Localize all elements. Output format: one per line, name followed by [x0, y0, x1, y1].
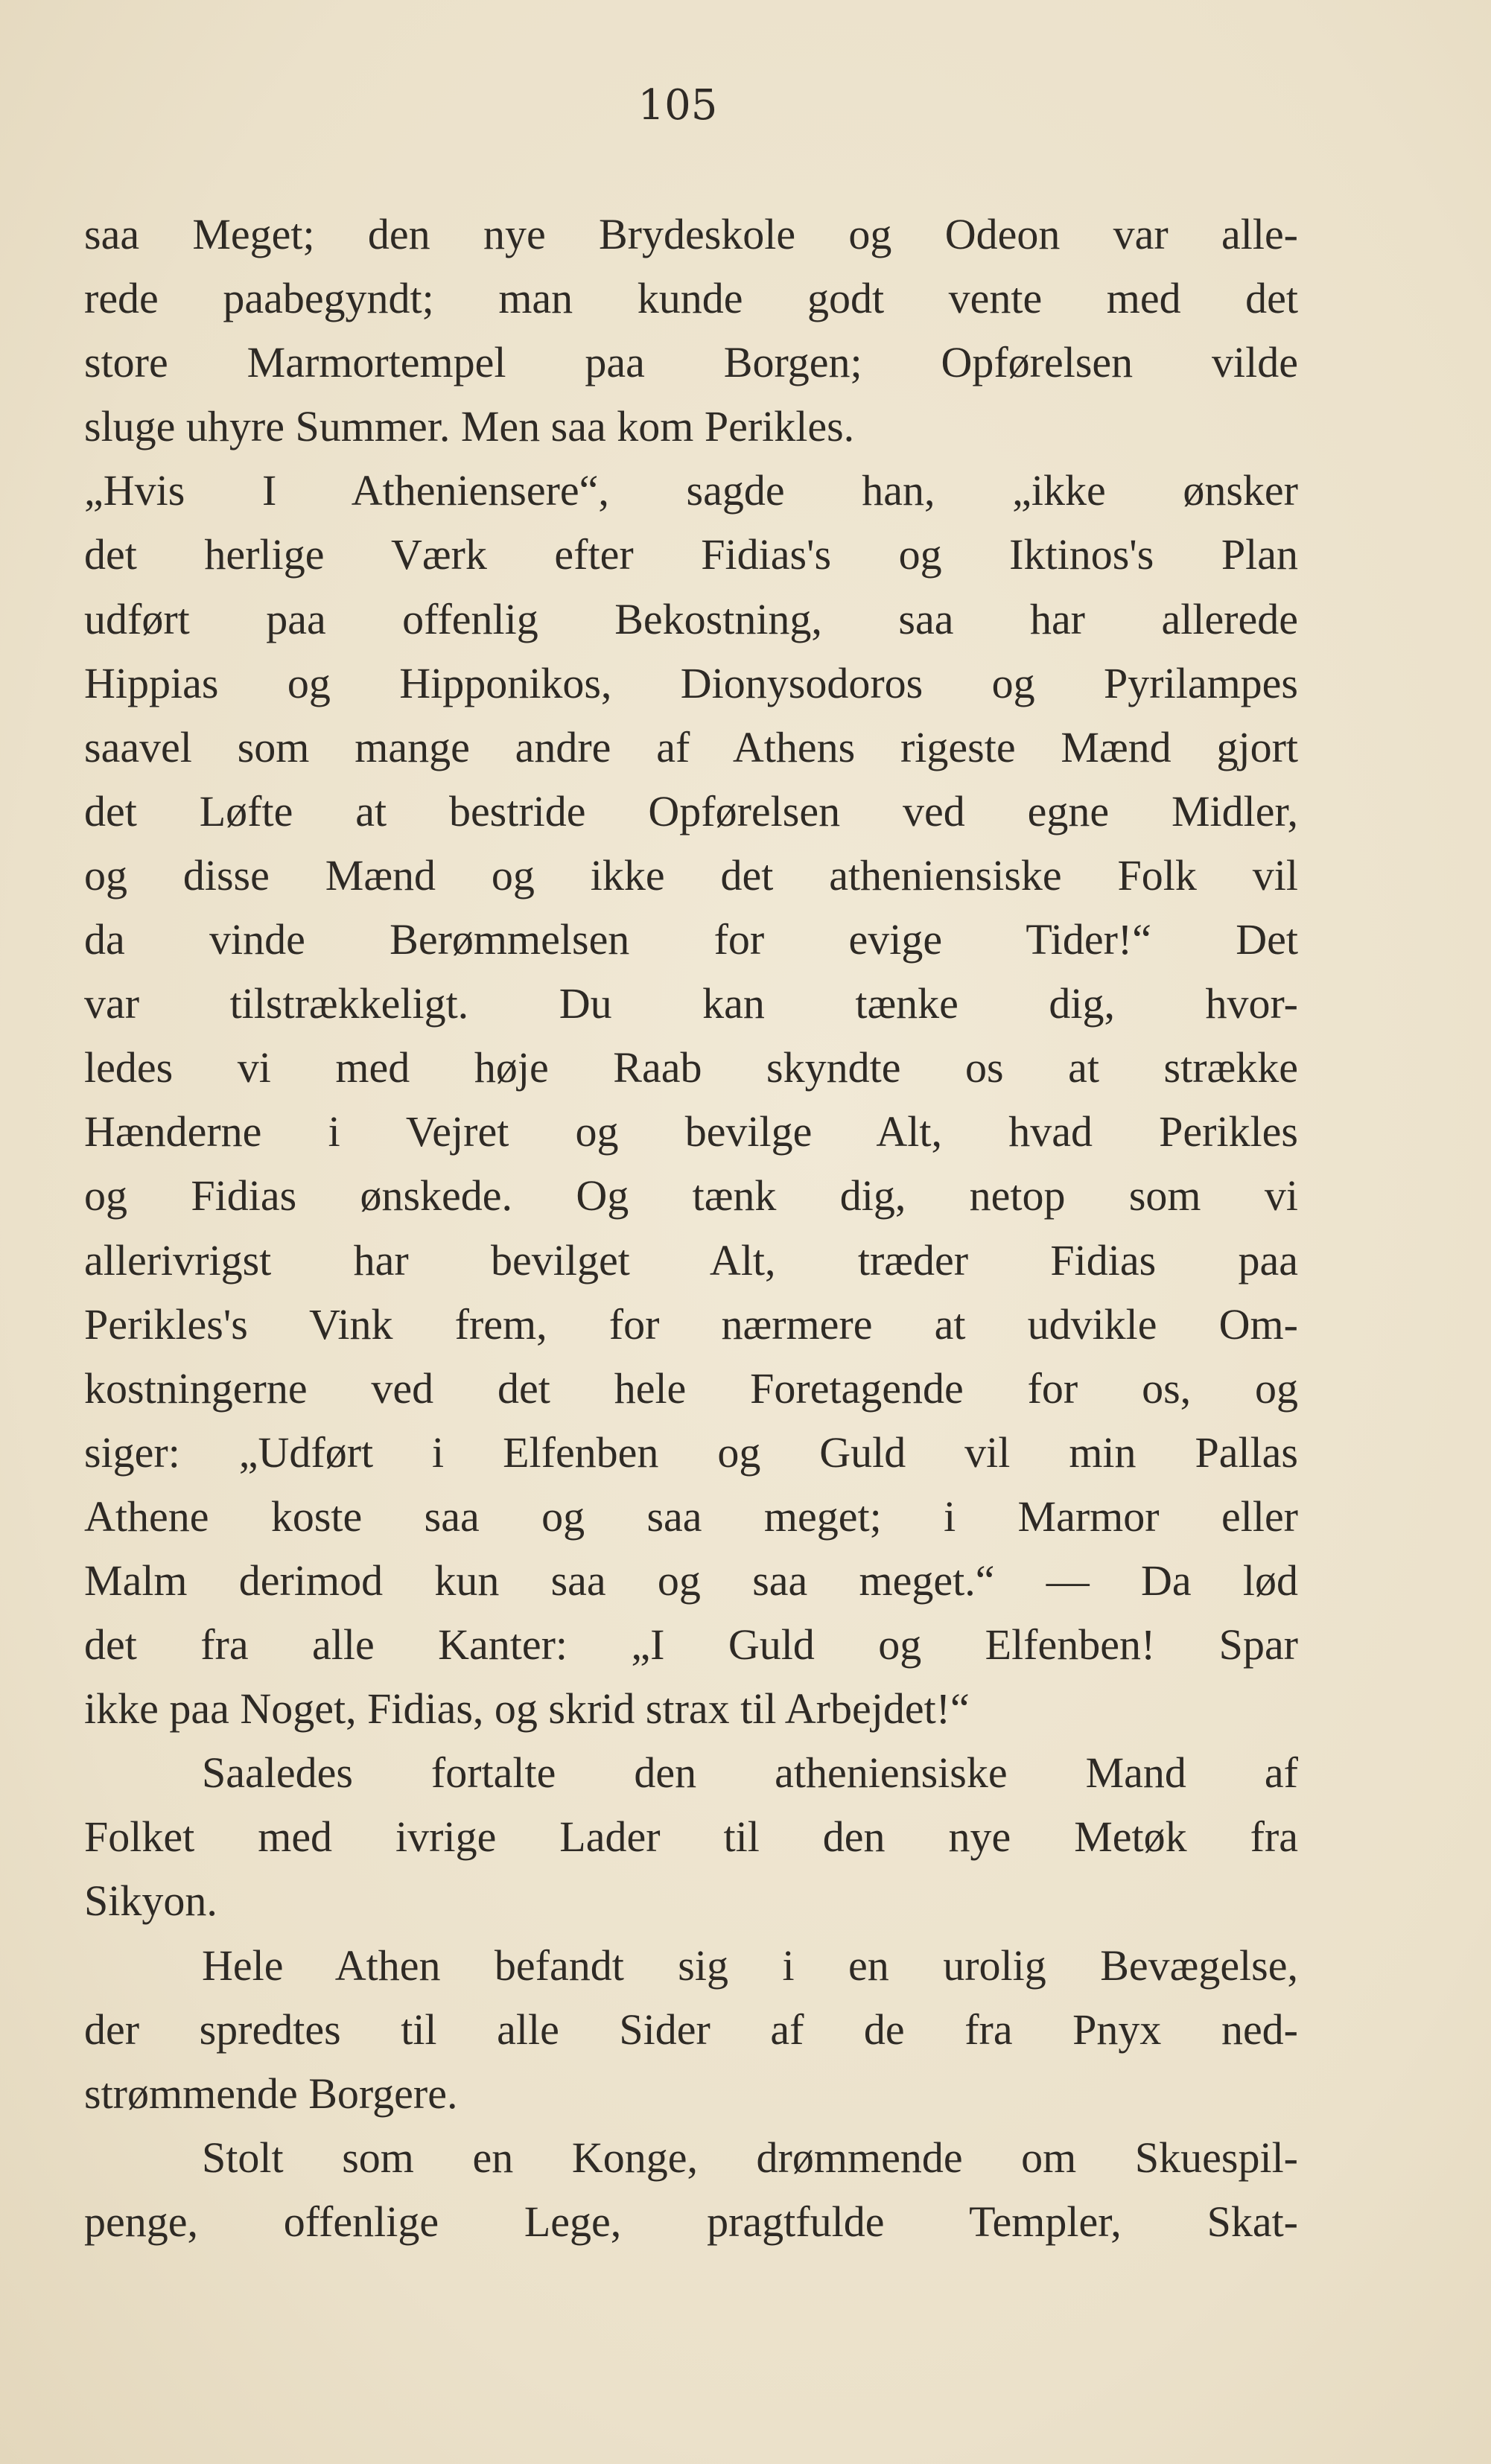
text-line: „Hvis I Atheniensere“, sagde han, „ikke ønsker	[84, 466, 1298, 515]
text-line: Hænderne i Vejret og bevilge Alt, hvad Perikles	[84, 1107, 1298, 1156]
text-line: Perikles's Vink frem, for nærmere at udvikle Om-	[84, 1299, 1298, 1349]
text-line: Saaledes fortalte den atheniensiske Mand af	[202, 1748, 1298, 1798]
text-line: saa Meget; den nye Brydeskole og Odeon var alle-	[84, 210, 1298, 258]
text-line: allerivrigst har bevilget Alt, træder Fidias paa	[84, 1235, 1298, 1284]
text-line: og Fidias ønskede. Og tænk dig, netop som vi	[84, 1171, 1298, 1220]
text-line: Stolt som en Konge, drømmende om Skuespil-	[202, 2133, 1298, 2182]
text-line: Sikyon.	[84, 1876, 217, 1926]
text-line: penge, offenlige Lege, pragtfulde Templer, Skat-	[84, 2197, 1298, 2246]
text-line: der spredtes til alle Sider af de fra Pnyx ned-	[84, 2005, 1298, 2054]
text-line: ikke paa Noget, Fidias, og skrid strax til Arbejdet!“	[84, 1684, 970, 1734]
text-line: store Marmortempel paa Borgen; Opførelsen vilde	[84, 338, 1298, 387]
text-line: det Løfte at bestride Opførelsen ved egne Midler,	[84, 786, 1298, 835]
text-line: det fra alle Kanter: „I Guld og Elfenben! Spar	[84, 1620, 1298, 1669]
text-line: Hippias og Hipponikos, Dionysodoros og Pyrilampes	[84, 658, 1298, 707]
text-line: da vinde Berømmelsen for evige Tider!“ Det	[84, 915, 1298, 964]
text-line: siger: „Udført i Elfenben og Guld vil min Pallas	[84, 1427, 1298, 1477]
text-line: Malm derimod kun saa og saa meget.“ — Da lød	[84, 1556, 1298, 1605]
text-line: Hele Athen befandt sig i en urolig Bevægelse,	[202, 1941, 1298, 1990]
text-line: og disse Mænd og ikke det atheniensiske Folk vil	[84, 850, 1298, 900]
text-line: saavel som mange andre af Athens rigeste Mænd gjort	[84, 722, 1298, 771]
page-number: 105	[638, 81, 718, 130]
body-text	[84, 203, 1298, 2254]
text-line: ledes vi med høje Raab skyndte os at strække	[84, 1043, 1298, 1092]
text-line: sluge uhyre Summer. Men saa kom Perikles.	[84, 402, 855, 451]
text-line: var tilstrækkeligt. Du kan tænke dig, hvor-	[84, 979, 1298, 1028]
text-line: det herlige Værk efter Fidias's og Iktinos's Plan	[84, 530, 1298, 579]
text-line: strømmende Borgere.	[84, 2069, 458, 2118]
text-line: Athene koste saa og saa meget; i Marmor eller	[84, 1492, 1298, 1541]
text-line: kostningerne ved det hele Foretagende for os, og	[84, 1363, 1298, 1413]
text-line: udført paa offenlig Bekostning, saa har allerede	[84, 594, 1298, 643]
text-line: Folket med ivrige Lader til den nye Metøk fra	[84, 1812, 1298, 1862]
text-line: rede paabegyndt; man kunde godt vente med det	[84, 274, 1298, 323]
